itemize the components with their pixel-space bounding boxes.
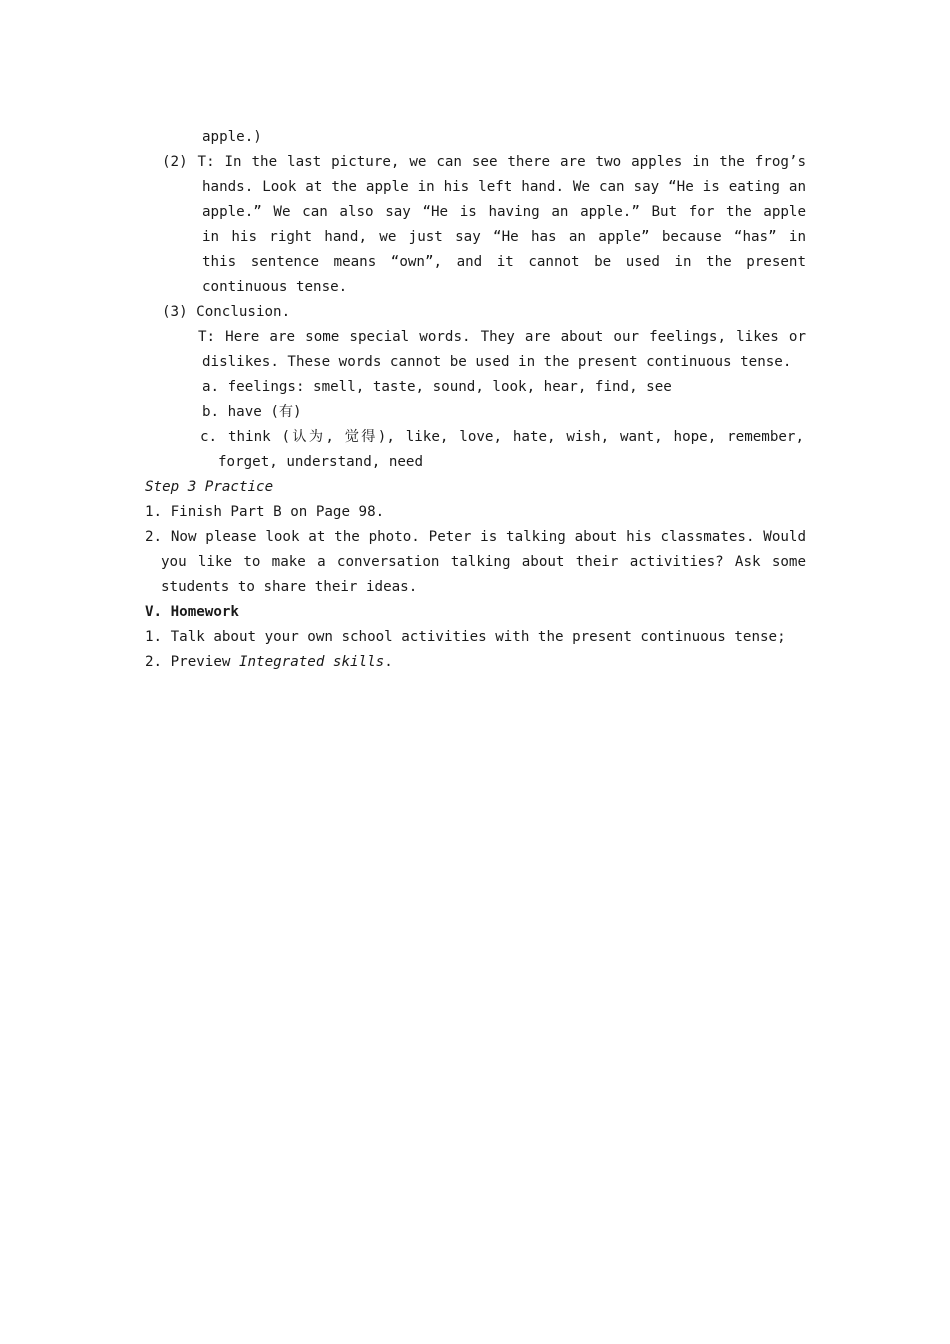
text-line: (2) T: In the last picture, we can see there are two apples in the frog’s [162,154,806,170]
section-heading: Step 3 Practice [145,479,274,495]
text-span: 2. Preview [145,654,239,670]
list-item: c. think (认为, 觉得), like, love, hate, wish, want, hope, remember, [200,429,804,445]
list-item: 1. Finish Part B on Page 98. [145,504,385,520]
list-item [145,652,393,672]
text-line: dislikes. These words cannot be used in the present continuous tense. [202,354,792,370]
list-item: b. have (有) [202,404,302,420]
text-span-italic: Integrated skills [238,654,385,670]
text-line: you like to make a conversation talking about their activities? Ask some [161,554,806,570]
list-item: 2. Now please look at the photo. Peter is talking about his classmates. Would [145,529,806,545]
text-line: this sentence means “own”, and it cannot be used in the present [202,254,806,270]
text-line: forget, understand, need [218,454,423,470]
text-line: apple.) [202,129,262,145]
text-line: T: Here are some special words. They are about our feelings, likes or [198,329,806,345]
text-line: continuous tense. [202,279,348,295]
text-line: hands. Look at the apple in his left hand. We can say “He is eating an [202,179,806,195]
section-heading: (3) Conclusion. [162,304,291,320]
text-span: . [384,654,393,670]
list-item: 1. Talk about your own school activities with the present continuous tense; [145,629,786,645]
text-line: in his right hand, we just say “He has an apple” because “has” in [202,229,806,245]
section-heading: V. Homework [145,604,239,620]
text-line: students to share their ideas. [161,579,418,595]
list-item: a. feelings: smell, taste, sound, look, hear, find, see [202,379,672,395]
text-line: apple.” We can also say “He is having an apple.” But for the apple [202,204,806,220]
